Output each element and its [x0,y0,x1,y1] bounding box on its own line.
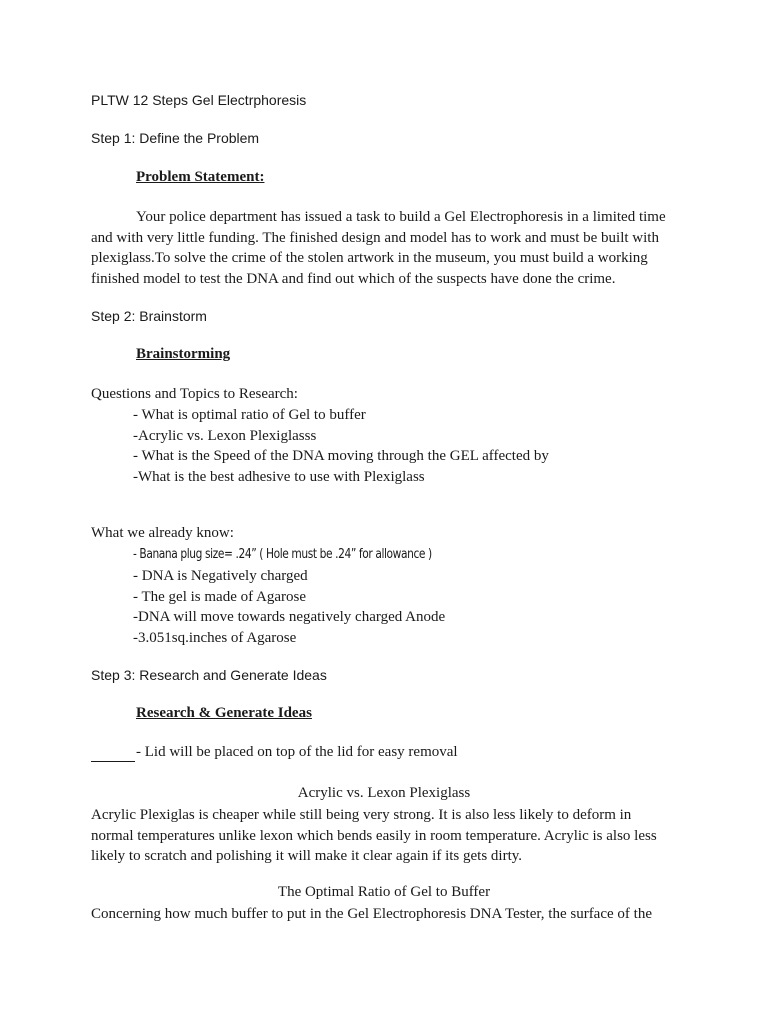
list-item: - The gel is made of Agarose [133,588,307,605]
ratio-heading: The Optimal Ratio of Gel to Buffer [277,884,491,900]
questions-list [133,405,549,487]
paragraph-line: Your police department has issued a task to build a Gel Electrophoresis in a limited time [136,209,666,225]
questions-label: Questions and Topics to Research: [91,386,298,402]
list-item: - What is optimal ratio of Gel to buffer [133,407,366,423]
problem-statement-paragraph [91,207,666,289]
acrylic-paragraph [91,805,657,867]
paragraph-line: normal temperatures unlike lexon which bends easily in room temperature. Acrylic is also less [91,827,657,844]
step-3-heading: Step 3: Research and Generate Ideas [91,667,327,683]
list-item: -DNA will move towards negatively charged Anode [133,609,446,625]
step-2-heading: Step 2: Brainstorm [91,308,207,324]
brainstorming-heading: Brainstorming [136,346,231,362]
step-1-heading: Step 1: Define the Problem [91,130,260,146]
paragraph-line: finished model to test the DNA and find out which of the suspects have done the crime. [91,270,616,287]
ratio-paragraph [91,904,652,925]
paragraph-line: and with very little funding. The finished design and model has to work and must be built with [91,229,659,246]
blank-underline [91,761,135,762]
list-item: - What is the Speed of the DNA moving through the GEL affected by [133,448,549,464]
problem-statement-heading: Problem Statement: [136,169,265,185]
paragraph-line: likely to scratch and polishing it will make it clear again if its gets dirty. [91,848,523,864]
list-item: - DNA is Negatively charged [133,568,308,584]
list-item: -Acrylic vs. Lexon Plexiglasss [133,427,317,444]
acrylic-heading: Acrylic vs. Lexon Plexiglass [297,785,471,801]
lid-text: - Lid will be placed on top of the lid for easy removal [136,744,458,760]
list-item: -What is the best adhesive to use with Plexiglass [133,468,425,485]
list-item: -3.051sq.inches of Agarose [133,629,297,646]
known-label: What we already know: [91,525,234,541]
known-list [133,566,445,648]
research-heading: Research & Generate Ideas [136,705,312,721]
paragraph-line: plexiglass.To solve the crime of the stolen artwork in the museum, you must build a working [91,250,648,266]
document-title: PLTW 12 Steps Gel Electrphoresis [91,92,307,108]
banana-plug-size-text: - Banana plug size= .24” ( Hole must be .24” for allowance ) [133,547,432,562]
paragraph-line: Concerning how much buffer to put in the Gel Electrophoresis DNA Tester, the surface of the [91,906,652,922]
paragraph-line: Acrylic Plexiglas is cheaper while still being very strong. It is also less likely to deform in [91,807,632,823]
list-item [133,545,497,563]
